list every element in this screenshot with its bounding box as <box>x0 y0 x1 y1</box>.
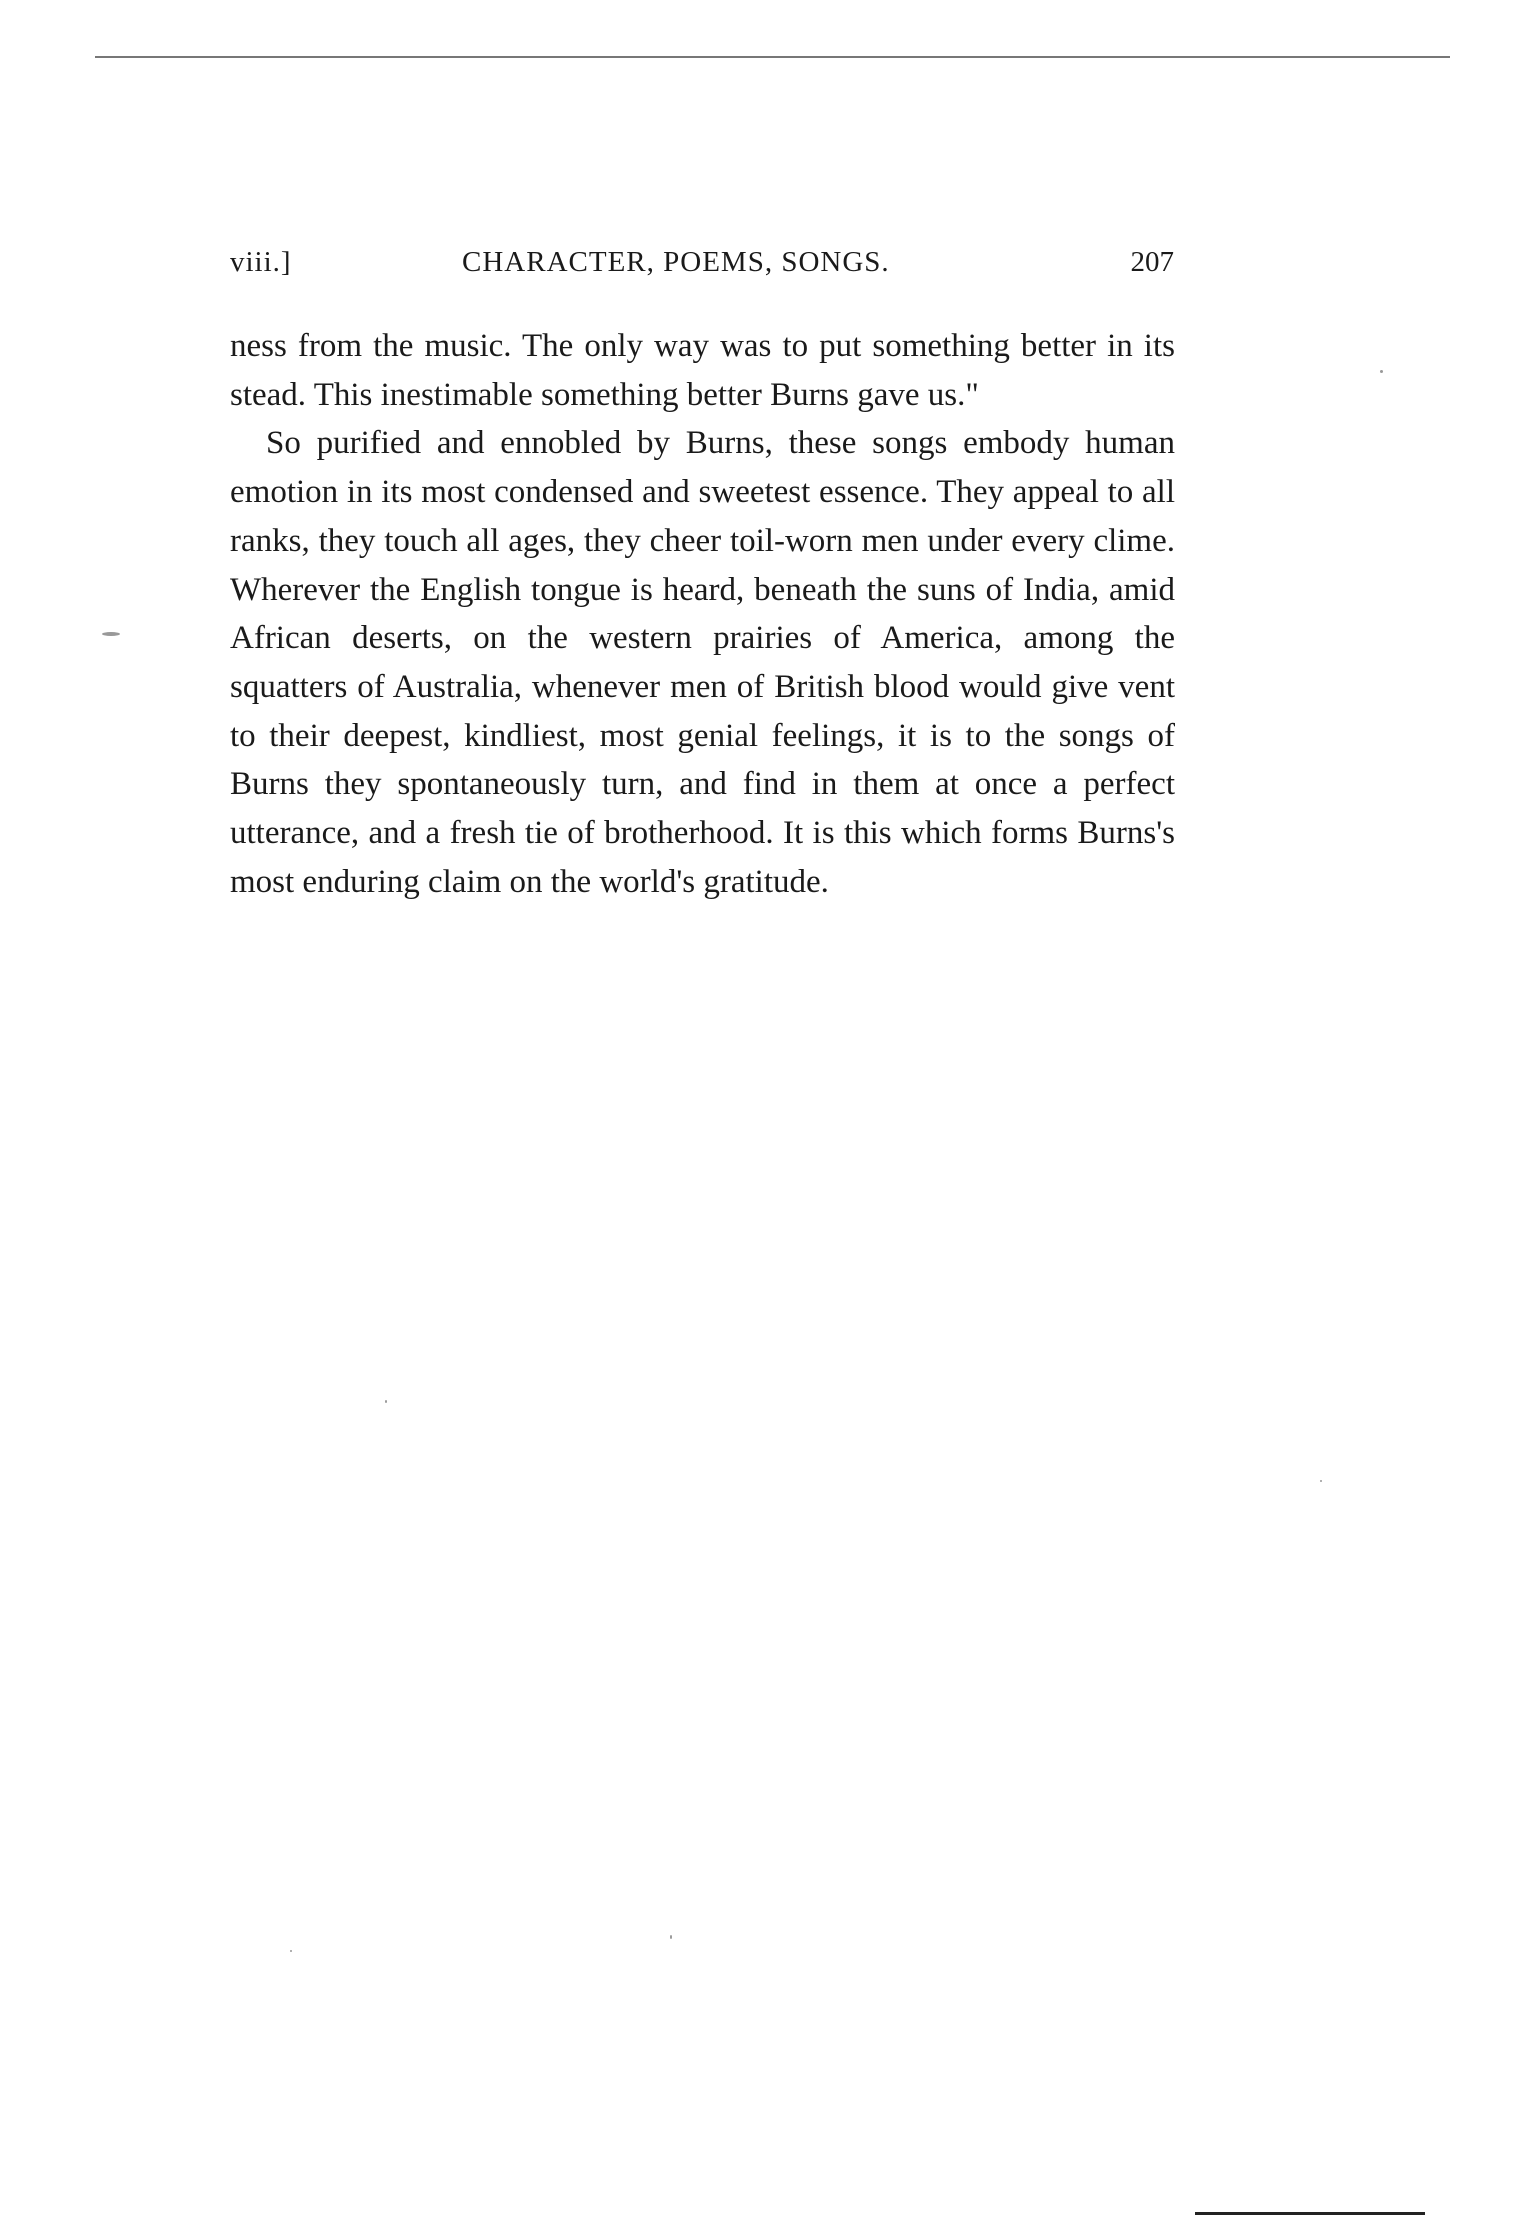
scan-speck <box>290 1950 292 1952</box>
scan-speck <box>670 1935 672 1939</box>
scan-speck <box>1380 370 1383 373</box>
page-number: 207 <box>1130 246 1174 278</box>
chapter-marker: viii.] <box>230 246 292 278</box>
paragraph-continuation: ness from the music. The only way was to put something better in its stead. This inestimable something better Burns gave us." <box>230 328 1175 413</box>
running-head <box>230 246 1180 286</box>
scan-speck <box>1320 1480 1322 1482</box>
running-title: CHARACTER, POEMS, SONGS. <box>462 246 890 278</box>
top-scan-rule <box>95 56 1450 58</box>
paragraph: So purified and ennobled by Burns, these songs embody human emotion in its most condensed and sweetest essence. They appeal to all ranks, they touch all ages, they cheer toil-worn men under every clime. Wherever the English tongue is heard, beneath the suns of India, amid African deserts, on the western prairies of America, among the squatters of Australia, whenever men of British blood would give vent to their deepest, kindliest, most genial feelings, it is to the songs of Burns they spontaneously turn, and find in them at once a perfect utterance, and a fresh tie of brotherhood. It is this which forms Burns's most enduring claim on the world's gratitude. <box>230 425 1175 900</box>
bottom-scan-rule <box>1195 2212 1425 2215</box>
scan-speck <box>102 632 120 636</box>
scan-speck <box>385 1400 387 1403</box>
body-text <box>230 322 1175 906</box>
